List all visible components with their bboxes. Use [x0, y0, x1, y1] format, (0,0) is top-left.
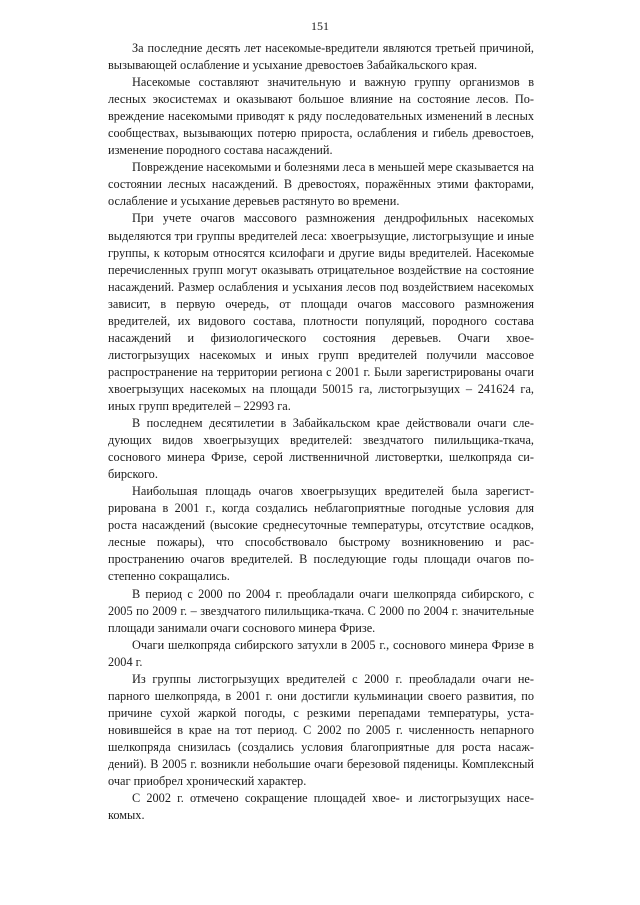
- paragraph: Очаги шелкопряда сибирского затухли в 2005 г., соснового минера Фризе в 2004 г.: [108, 637, 534, 669]
- paragraph: В последнем десятилетии в Забайкальском крае действовали очаги следующих видов хвоегрызущих вредителей: звездчатого пилильщика-ткача, соснового минера Фризе, серой лиственничной листовертки, шелкопряда сибирского.: [108, 416, 534, 482]
- paragraph: В период с 2000 по 2004 г. преобладали очаги шелкопряда сибирского, с 2005 по 2009 г. – звездчатого пилильщика-ткача. С 2000 по 2004 г. значительные площади занимали очаги соснового минера Фризе.: [108, 586, 534, 635]
- body-text: [108, 40, 534, 824]
- page-number: 151: [311, 19, 329, 33]
- paragraph: За последние десять лет насекомые-вредители являются третьей причиной, вызывающей ослабление и усыхание древостоев Забайкальского края.: [108, 41, 534, 73]
- paragraph: С 2002 г. отмечено сокращение площадей хвое- и листогрызущих насекомых.: [108, 791, 534, 823]
- paragraph: При учете очагов массового размножения дендрофильных насекомых выделяются три группы вредителей леса: хвоегрызущие, листогрызущие и иные группы, к которым относятся ксилофаги и другие виды вредителей. Насекомые перечисленных групп могут оказывать отрицательное воздействие на состояние насаждений. Размер ослабления и усыхания лесов под воздействием насекомых зависит, в первую очередь, от площади очагов массового размножения вредителей, их видового состава, плотности популяций, породного состава насаждений и физиологического состояния деревьев. Очаги хвое-листогрызущих насекомых и иных групп вредителей получили массовое распространение на территории региона с 2001 г. Были зарегистрированы очаги хвоегрызущих насекомых на площади 50015 га, листогрызущих – 241624 га, иных групп вредителей – 22993 га.: [108, 211, 534, 413]
- paragraph: Наибольшая площадь очагов хвоегрызущих вредителей была зарегистрирована в 2001 г., когда создались неблагоприятные погодные условия для роста насаждений (высокие среднесуточные температуры, отсутствие осадков, лесные пожары), что способствовало быстрому возникновению и распространению очагов вредителей. В последующие годы площади очагов постепенно сокращались.: [108, 484, 534, 584]
- paragraph: Повреждение насекомыми и болезнями леса в меньшей мере сказывается на состоянии лесных насаждений. В древостоях, поражённых этими факторами, ослабление и усыхание деревьев растянуто во времени.: [108, 160, 534, 209]
- paragraph: Из группы листогрызущих вредителей с 2000 г. преобладали очаги непарного шелкопряда, в 2001 г. они достигли кульминации своего развития, по причине сухой жаркой погоды, с резкими перепадами температуры, установившейся в крае на тот период. С 2002 по 2005 г. численность непарного шелкопряда снизилась (создались условия благоприятные для роста насаждений). В 2005 г. возникли небольшие очаги березовой пяденицы. Комплексный очаг приобрел хронический характер.: [108, 671, 534, 789]
- paragraph: Насекомые составляют значительную и важную группу организмов в лесных экосистемах и оказывают большое влияние на состояние лесов. Повреждение насекомыми приводят к ряду последовательных изменений в лесных сообществах, вызывающих потерю прироста, ослабления и гибель древостоев, изменение породного состава насаждений.: [108, 75, 534, 158]
